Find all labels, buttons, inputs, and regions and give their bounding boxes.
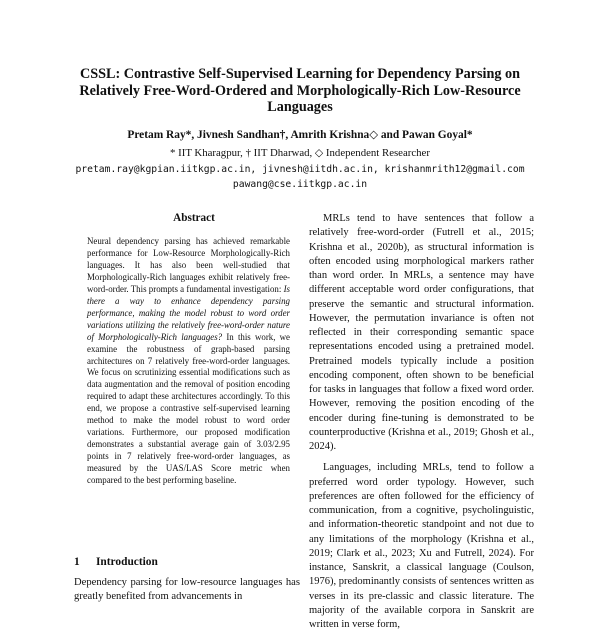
paper-title: CSSL: Contrastive Self-Supervised Learning for Dependency Parsing on Relatively Free-Word-Ordered and Morphologically-Rich Low-Resource Languages — [79, 66, 521, 116]
abstract-body — [87, 236, 290, 487]
section-number: 1 — [74, 556, 80, 568]
introduction-text: Dependency parsing for low-resource languages has greatly benefited from advancements in — [74, 577, 300, 603]
abstract-text-1: Neural dependency parsing has achieved remarkable performance for Low-Resource Morphologically-Rich languages. It has also been well-studied that Morphologically-Rich languages exhibit relatively free-word-order. This prompts a fundamental investigation: — [87, 236, 290, 294]
author-emails — [50, 162, 550, 192]
body-paragraph-2: Languages, including MRLs, tend to follow a preferred word order typology. However, such preferences are often followed for the efficiency of communication, from a cognitive, psycholinguistic, and information-theoretic standpoint and not due to any limitations of the morphology (Krishna et al., 2019; Clark et al., 2023; Xu and Futrell, 2024). For instance, Sanskrit, a classical language (Coulson, 1976), predominantly consists of sentences written as verses in its pre-classic and classic literature. The majority of the available corpora in Sanskrit are written in verse form, — [309, 462, 534, 630]
right-column — [309, 212, 534, 639]
section-title: Introduction — [96, 556, 158, 568]
email-line-1: pretam.ray@kgpian.iitkgp.ac.in, jivnesh@iitdh.ac.in, krishanmrith12@gmail.com — [75, 164, 525, 175]
abstract-text-2: In this work, we examine the robustness of graph-based parsing architectures on 7 relatively free-word-order languages. We focus on scrutinizing essential modifications such as data augmentation and the removal of position encoding required to adapt these architectures accordingly. To this end, we propose a contrastive self-supervised learning method to make the model robust to word order variations. Furthermore, our proposed modification demonstrates a substantial average gain of 3.03/2.95 points in 7 relatively free-word-order languages, as measured by the UAS/LAS Score metric when compared to the best performing baseline. — [87, 331, 290, 486]
left-column — [74, 212, 314, 487]
email-line-2: pawang@cse.iitkgp.ac.in — [232, 179, 368, 190]
author-list: Pretam Ray*, Jivnesh Sandhan†, Amrith Krishna◇ and Pawan Goyal* — [127, 129, 473, 141]
abstract-research-question: Is there a way to enhance dependency parsing performance, making the model robust to word order variations utilizing the relatively free-word-order nature of Morphologically-Rich languages? — [87, 283, 290, 342]
body-paragraph-1: MRLs tend to have sentences that follow a relatively free-word-order (Futrell et al., 2015; Krishna et al., 2020b), as structural information is often encoded using morphological markers rather than word order. In MRLs, a sentence may have different acceptable word order configurations, that preserve the semantic and structural information. However, the permutation invariance is often not reflected in their corresponding semantic space representations encoded using a pretrained model. Pretrained models typically include a position encoding component, often shown to be beneficial for tasks in languages that follow a fixed word order. However, removing the position encoding of the encoder during fine-tuning is demonstrated to be counterproductive (Krishna et al., 2019; Ghosh et al., 2024). — [309, 213, 534, 452]
introduction-heading — [74, 556, 158, 568]
abstract-heading: Abstract — [173, 212, 215, 224]
affiliations: * IIT Kharagpur, † IIT Dharwad, ◇ Independent Researcher — [170, 147, 430, 159]
